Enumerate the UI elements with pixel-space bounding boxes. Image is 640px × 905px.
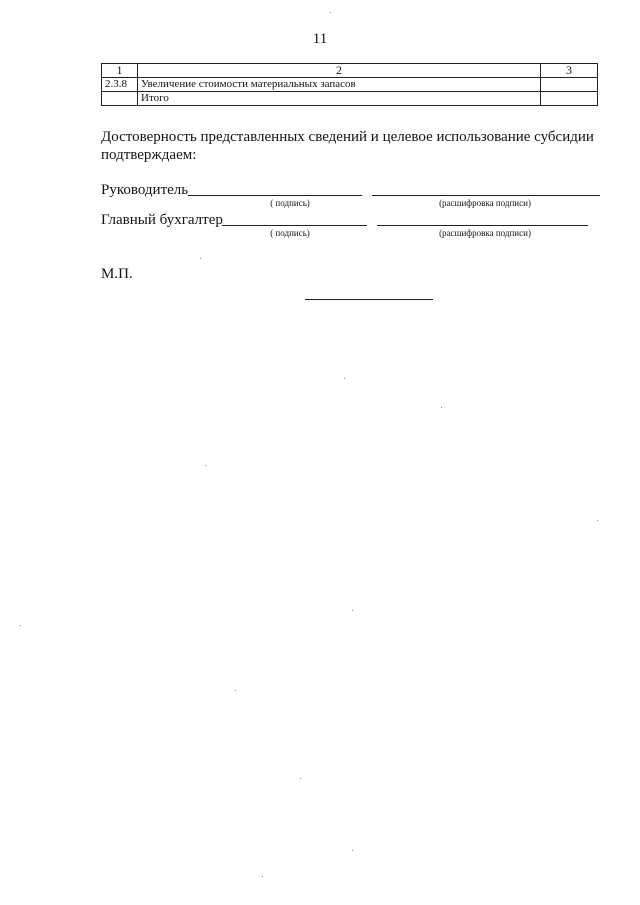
scan-speck: [20, 625, 21, 626]
accountant-decoding-line: [377, 225, 588, 226]
table-header-cell: 3: [541, 64, 598, 78]
accountant-signature-caption: ( подпись): [270, 228, 310, 238]
accountant-decoding-caption: (расшифровка подписи): [439, 228, 531, 238]
scan-speck: [300, 778, 301, 779]
table-header-cell: 2: [138, 64, 541, 78]
head-decoding-line: [372, 195, 600, 196]
scan-speck: [352, 610, 353, 611]
subsidy-table: [101, 63, 598, 106]
scan-speck: [262, 876, 263, 877]
scan-speck: [344, 378, 345, 379]
table-row-total: [102, 92, 598, 106]
row-value: [541, 78, 598, 92]
scan-speck: [235, 690, 236, 691]
table-row: [102, 78, 598, 92]
head-label: Руководитель: [101, 182, 189, 198]
head-signature-caption: ( подпись): [270, 198, 310, 208]
scan-speck: [597, 520, 598, 521]
scan-speck: [205, 465, 206, 466]
head-signature-line: [188, 195, 362, 196]
row-code: [102, 92, 138, 106]
page-number: 11: [312, 31, 328, 47]
row-name: Увеличение стоимости материальных запасов: [138, 78, 541, 92]
end-separator-line: [305, 299, 433, 300]
scan-speck: [200, 258, 201, 259]
confirmation-text: Достоверность представленных сведений и целевое использование субсидии подтверждаем:: [101, 129, 594, 163]
row-name: Итого: [138, 92, 541, 106]
scan-speck: [352, 850, 353, 851]
accountant-label: Главный бухгалтер: [101, 212, 223, 228]
accountant-signature-line: [222, 225, 367, 226]
table-header-cell: 1: [102, 64, 138, 78]
row-value: [541, 92, 598, 106]
table-header-row: [102, 64, 598, 78]
stamp-placeholder: М.П.: [101, 266, 133, 282]
row-code: 2.3.8: [102, 78, 138, 92]
head-decoding-caption: (расшифровка подписи): [439, 198, 531, 208]
scan-speck: [330, 12, 331, 13]
scan-speck: [441, 407, 442, 408]
